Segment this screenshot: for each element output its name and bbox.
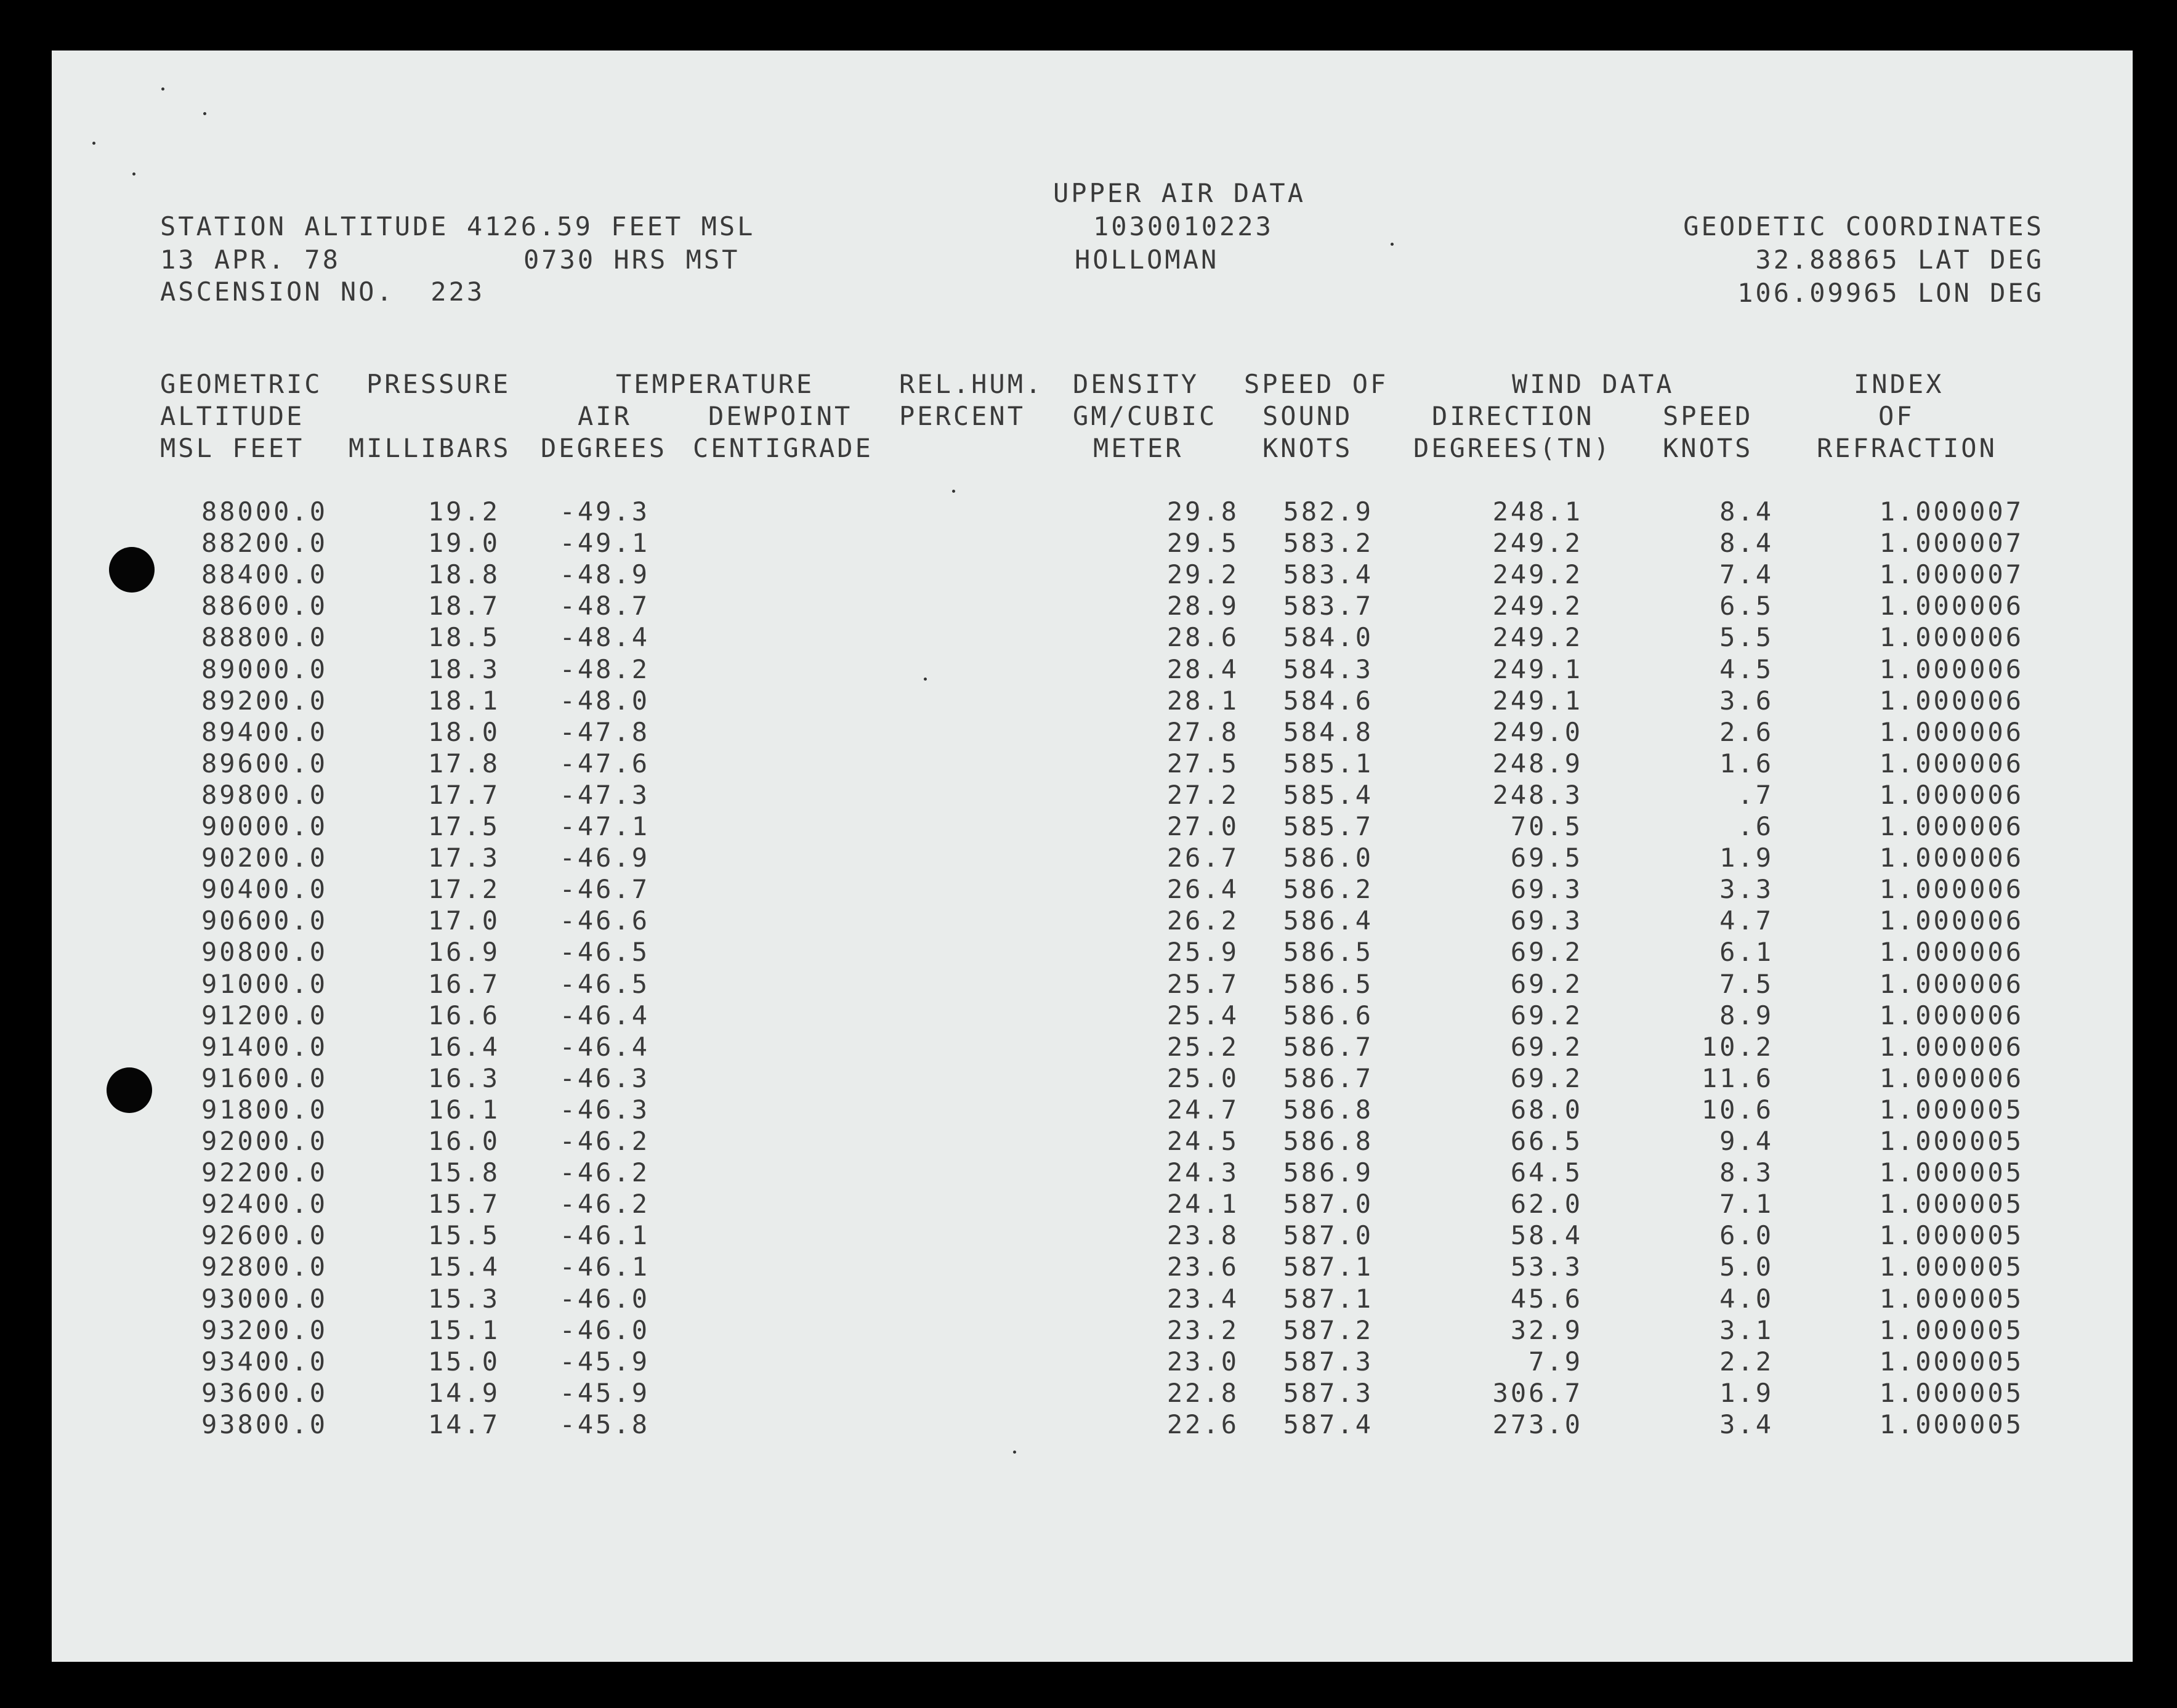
cell-refraction: 1.000005	[1879, 1220, 2024, 1251]
col-sound-line2: SOUND	[1262, 401, 1353, 431]
cell-wind-direction: 249.2	[1492, 528, 1583, 559]
cell-pressure: 16.0	[427, 1126, 500, 1156]
report-id: 1030010223	[1093, 211, 1274, 241]
cell-altitude: 88000.0	[201, 496, 328, 527]
cell-pressure: 15.8	[427, 1157, 500, 1188]
cell-wind-speed: 3.4	[1719, 1409, 1774, 1439]
cell-wind-direction: 64.5	[1510, 1157, 1583, 1188]
cell-altitude: 93600.0	[201, 1377, 328, 1408]
col-refraction-line3: REFRACTION	[1817, 433, 1997, 463]
cell-density: 25.7	[1166, 968, 1239, 999]
cell-wind-speed: 2.2	[1719, 1346, 1774, 1377]
cell-sound-speed: 582.9	[1283, 496, 1373, 527]
cell-air-temp: -46.4	[559, 1000, 650, 1030]
cell-density: 24.1	[1166, 1189, 1239, 1220]
cell-refraction: 1.000006	[1879, 716, 2024, 747]
cell-wind-speed: 10.2	[1701, 1031, 1774, 1062]
cell-refraction: 1.000007	[1879, 559, 2024, 590]
cell-air-temp: -45.9	[559, 1377, 650, 1408]
cell-pressure: 18.1	[427, 685, 500, 716]
cell-altitude: 89200.0	[201, 685, 328, 716]
cell-wind-direction: 32.9	[1510, 1314, 1583, 1345]
cell-altitude: 90200.0	[201, 843, 328, 873]
cell-refraction: 1.000005	[1879, 1409, 2024, 1439]
cell-wind-speed: 4.0	[1719, 1283, 1774, 1314]
cell-density: 28.9	[1166, 591, 1239, 621]
cell-altitude: 91400.0	[201, 1031, 328, 1062]
cell-air-temp: -48.0	[559, 685, 650, 716]
cell-altitude: 91800.0	[201, 1094, 328, 1125]
col-direction-line1: DIRECTION	[1432, 401, 1594, 431]
cell-wind-speed: 7.1	[1719, 1189, 1774, 1220]
cell-air-temp: -46.2	[559, 1157, 650, 1188]
cell-air-temp: -48.4	[559, 622, 650, 653]
cell-sound-speed: 583.4	[1283, 559, 1373, 590]
cell-altitude: 92000.0	[201, 1126, 328, 1156]
latitude: 32.88865 LAT DEG	[1755, 245, 2044, 275]
cell-refraction: 1.000006	[1879, 779, 2024, 810]
cell-density: 23.2	[1166, 1314, 1239, 1345]
report-title: UPPER AIR DATA	[1053, 178, 1306, 208]
cell-wind-direction: 248.3	[1492, 779, 1583, 810]
cell-wind-direction: 69.2	[1510, 1031, 1583, 1062]
cell-altitude: 92800.0	[201, 1252, 328, 1282]
col-dewpoint-line2: CENTIGRADE	[693, 433, 873, 463]
col-relhum-line1: REL.HUM.	[899, 369, 1044, 399]
cell-wind-direction: 69.3	[1510, 905, 1583, 936]
cell-wind-direction: 69.3	[1510, 874, 1583, 905]
cell-wind-direction: 7.9	[1529, 1346, 1583, 1377]
cell-density: 23.8	[1166, 1220, 1239, 1251]
cell-refraction: 1.000006	[1879, 654, 2024, 684]
cell-wind-direction: 249.1	[1492, 654, 1583, 684]
cell-wind-speed: 10.6	[1701, 1094, 1774, 1125]
col-altitude-line3: MSL FEET	[160, 433, 305, 463]
col-relhum-line2: PERCENT	[899, 401, 1026, 431]
cell-air-temp: -46.3	[559, 1062, 650, 1093]
cell-air-temp: -46.2	[559, 1126, 650, 1156]
cell-refraction: 1.000006	[1879, 685, 2024, 716]
cell-air-temp: -47.1	[559, 811, 650, 841]
cell-refraction: 1.000005	[1879, 1346, 2024, 1377]
cell-pressure: 15.5	[427, 1220, 500, 1251]
cell-air-temp: -46.1	[559, 1252, 650, 1282]
cell-pressure: 17.8	[427, 748, 500, 779]
col-refraction-line1: INDEX	[1854, 369, 1944, 399]
cell-refraction: 1.000006	[1879, 968, 2024, 999]
cell-sound-speed: 587.4	[1283, 1409, 1373, 1439]
cell-altitude: 93200.0	[201, 1314, 328, 1345]
cell-altitude: 90400.0	[201, 874, 328, 905]
cell-refraction: 1.000007	[1879, 496, 2024, 527]
cell-air-temp: -46.0	[559, 1314, 650, 1345]
cell-refraction: 1.000005	[1879, 1283, 2024, 1314]
cell-sound-speed: 585.1	[1283, 748, 1373, 779]
cell-wind-speed: 3.1	[1719, 1314, 1774, 1345]
cell-wind-speed: 4.5	[1719, 654, 1774, 684]
cell-sound-speed: 586.2	[1283, 874, 1373, 905]
cell-pressure: 17.7	[427, 779, 500, 810]
cell-sound-speed: 587.1	[1283, 1283, 1373, 1314]
cell-altitude: 92600.0	[201, 1220, 328, 1251]
cell-wind-speed: 1.6	[1719, 748, 1774, 779]
cell-pressure: 19.2	[427, 496, 500, 527]
cell-sound-speed: 584.6	[1283, 685, 1373, 716]
cell-pressure: 16.9	[427, 937, 500, 968]
cell-wind-direction: 69.2	[1510, 1000, 1583, 1030]
cell-wind-direction: 249.2	[1492, 591, 1583, 621]
col-altitude-line1: GEOMETRIC	[160, 369, 323, 399]
cell-pressure: 16.6	[427, 1000, 500, 1030]
cell-wind-speed: 9.4	[1719, 1126, 1774, 1156]
cell-wind-speed: 6.5	[1719, 591, 1774, 621]
col-direction-line2: DEGREES(TN)	[1413, 433, 1612, 463]
cell-air-temp: -45.8	[559, 1409, 650, 1439]
cell-wind-speed: 1.9	[1719, 843, 1774, 873]
col-sound-line1: SPEED OF	[1244, 369, 1389, 399]
cell-sound-speed: 587.2	[1283, 1314, 1373, 1345]
cell-air-temp: -46.9	[559, 843, 650, 873]
cell-wind-direction: 45.6	[1510, 1283, 1583, 1314]
cell-wind-speed: 2.6	[1719, 716, 1774, 747]
cell-wind-speed: 7.4	[1719, 559, 1774, 590]
cell-wind-speed: .6	[1737, 811, 1774, 841]
cell-wind-direction: 249.2	[1492, 622, 1583, 653]
cell-altitude: 91200.0	[201, 1000, 328, 1030]
cell-density: 25.2	[1166, 1031, 1239, 1062]
cell-sound-speed: 587.3	[1283, 1377, 1373, 1408]
cell-density: 28.1	[1166, 685, 1239, 716]
cell-density: 27.2	[1166, 779, 1239, 810]
cell-altitude: 89800.0	[201, 779, 328, 810]
cell-wind-direction: 58.4	[1510, 1220, 1583, 1251]
cell-pressure: 15.7	[427, 1189, 500, 1220]
cell-pressure: 19.0	[427, 528, 500, 559]
cell-wind-speed: 4.7	[1719, 905, 1774, 936]
cell-air-temp: -46.1	[559, 1220, 650, 1251]
cell-refraction: 1.000006	[1879, 874, 2024, 905]
cell-wind-direction: 249.2	[1492, 559, 1583, 590]
cell-sound-speed: 586.6	[1283, 1000, 1373, 1030]
cell-wind-direction: 62.0	[1510, 1189, 1583, 1220]
cell-wind-direction: 69.5	[1510, 843, 1583, 873]
cell-wind-direction: 66.5	[1510, 1126, 1583, 1156]
col-windspeed-line1: SPEED	[1663, 401, 1753, 431]
cell-pressure: 15.4	[427, 1252, 500, 1282]
cell-altitude: 88800.0	[201, 622, 328, 653]
cell-altitude: 92400.0	[201, 1189, 328, 1220]
cell-pressure: 15.0	[427, 1346, 500, 1377]
cell-air-temp: -46.7	[559, 874, 650, 905]
col-refraction-line2: OF	[1878, 401, 1915, 431]
cell-wind-direction: 69.2	[1510, 937, 1583, 968]
cell-sound-speed: 584.3	[1283, 654, 1373, 684]
cell-refraction: 1.000006	[1879, 748, 2024, 779]
cell-density: 29.2	[1166, 559, 1239, 590]
cell-density: 27.0	[1166, 811, 1239, 841]
cell-altitude: 90600.0	[201, 905, 328, 936]
cell-density: 23.4	[1166, 1283, 1239, 1314]
cell-air-temp: -47.8	[559, 716, 650, 747]
cell-wind-speed: 8.9	[1719, 1000, 1774, 1030]
cell-pressure: 16.4	[427, 1031, 500, 1062]
cell-refraction: 1.000006	[1879, 905, 2024, 936]
cell-pressure: 14.9	[427, 1377, 500, 1408]
col-dewpoint-line1: DEWPOINT	[708, 401, 853, 431]
cell-wind-direction: 248.9	[1492, 748, 1583, 779]
cell-altitude: 92200.0	[201, 1157, 328, 1188]
cell-pressure: 15.1	[427, 1314, 500, 1345]
col-air-line2: DEGREES	[541, 433, 668, 463]
cell-wind-speed: 5.5	[1719, 622, 1774, 653]
cell-air-temp: -47.3	[559, 779, 650, 810]
cell-sound-speed: 586.8	[1283, 1094, 1373, 1125]
cell-wind-speed: 11.6	[1701, 1062, 1774, 1093]
cell-altitude: 89400.0	[201, 716, 328, 747]
cell-refraction: 1.000005	[1879, 1377, 2024, 1408]
report-site: HOLLOMAN	[1075, 245, 1219, 275]
cell-sound-speed: 583.7	[1283, 591, 1373, 621]
cell-sound-speed: 586.8	[1283, 1126, 1373, 1156]
cell-wind-direction: 273.0	[1492, 1409, 1583, 1439]
cell-wind-speed: 6.0	[1719, 1220, 1774, 1251]
cell-sound-speed: 587.0	[1283, 1189, 1373, 1220]
cell-altitude: 89000.0	[201, 654, 328, 684]
cell-altitude: 90800.0	[201, 937, 328, 968]
cell-air-temp: -45.9	[559, 1346, 650, 1377]
cell-wind-direction: 249.0	[1492, 716, 1583, 747]
cell-pressure: 17.0	[427, 905, 500, 936]
cell-wind-speed: 8.4	[1719, 528, 1774, 559]
cell-air-temp: -46.3	[559, 1094, 650, 1125]
cell-pressure: 18.3	[427, 654, 500, 684]
cell-refraction: 1.000006	[1879, 811, 2024, 841]
cell-refraction: 1.000005	[1879, 1252, 2024, 1282]
cell-air-temp: -46.6	[559, 905, 650, 936]
cell-sound-speed: 586.4	[1283, 905, 1373, 936]
cell-density: 29.5	[1166, 528, 1239, 559]
cell-air-temp: -48.9	[559, 559, 650, 590]
cell-wind-direction: 249.1	[1492, 685, 1583, 716]
cell-air-temp: -49.3	[559, 496, 650, 527]
cell-refraction: 1.000006	[1879, 937, 2024, 968]
cell-refraction: 1.000005	[1879, 1157, 2024, 1188]
cell-pressure: 16.1	[427, 1094, 500, 1125]
cell-wind-speed: 5.0	[1719, 1252, 1774, 1282]
cell-air-temp: -49.1	[559, 528, 650, 559]
cell-altitude: 88400.0	[201, 559, 328, 590]
cell-density: 23.0	[1166, 1346, 1239, 1377]
cell-air-temp: -46.4	[559, 1031, 650, 1062]
cell-density: 22.8	[1166, 1377, 1239, 1408]
cell-density: 25.9	[1166, 937, 1239, 968]
cell-density: 22.6	[1166, 1409, 1239, 1439]
cell-pressure: 18.5	[427, 622, 500, 653]
cell-wind-speed: 8.4	[1719, 496, 1774, 527]
cell-refraction: 1.000005	[1879, 1094, 2024, 1125]
cell-altitude: 91600.0	[201, 1062, 328, 1093]
cell-wind-speed: .7	[1737, 779, 1774, 810]
cell-sound-speed: 585.7	[1283, 811, 1373, 841]
cell-altitude: 93000.0	[201, 1283, 328, 1314]
cell-pressure: 17.5	[427, 811, 500, 841]
cell-wind-direction: 306.7	[1492, 1377, 1583, 1408]
cell-wind-direction: 69.2	[1510, 968, 1583, 999]
col-wind-group: WIND DATA	[1512, 369, 1674, 399]
cell-sound-speed: 586.7	[1283, 1031, 1373, 1062]
cell-refraction: 1.000005	[1879, 1189, 2024, 1220]
cell-density: 26.4	[1166, 874, 1239, 905]
cell-density: 26.7	[1166, 843, 1239, 873]
cell-air-temp: -46.5	[559, 968, 650, 999]
cell-altitude: 91000.0	[201, 968, 328, 999]
ascension-date: 13 APR. 78	[160, 245, 341, 275]
cell-sound-speed: 584.0	[1283, 622, 1373, 653]
cell-pressure: 17.2	[427, 874, 500, 905]
cell-sound-speed: 586.5	[1283, 968, 1373, 999]
cell-sound-speed: 587.1	[1283, 1252, 1373, 1282]
cell-pressure: 15.3	[427, 1283, 500, 1314]
col-density-line3: METER	[1093, 433, 1184, 463]
cell-air-temp: -48.2	[559, 654, 650, 684]
cell-sound-speed: 583.2	[1283, 528, 1373, 559]
cell-pressure: 18.7	[427, 591, 500, 621]
cell-refraction: 1.000005	[1879, 1314, 2024, 1345]
cell-sound-speed: 586.9	[1283, 1157, 1373, 1188]
cell-altitude: 88200.0	[201, 528, 328, 559]
cell-air-temp: -46.5	[559, 937, 650, 968]
ascension-number: ASCENSION NO. 223	[160, 277, 485, 307]
cell-pressure: 18.0	[427, 716, 500, 747]
cell-pressure: 16.3	[427, 1062, 500, 1093]
cell-sound-speed: 586.0	[1283, 843, 1373, 873]
cell-sound-speed: 587.0	[1283, 1220, 1373, 1251]
cell-wind-speed: 3.3	[1719, 874, 1774, 905]
cell-density: 24.5	[1166, 1126, 1239, 1156]
col-density-line1: DENSITY	[1073, 369, 1200, 399]
cell-wind-direction: 69.2	[1510, 1062, 1583, 1093]
cell-wind-direction: 53.3	[1510, 1252, 1583, 1282]
cell-pressure: 17.3	[427, 843, 500, 873]
cell-density: 28.6	[1166, 622, 1239, 653]
cell-density: 24.3	[1166, 1157, 1239, 1188]
cell-altitude: 93800.0	[201, 1409, 328, 1439]
cell-refraction: 1.000006	[1879, 1062, 2024, 1093]
cell-wind-speed: 6.1	[1719, 937, 1774, 968]
geodetic-heading: GEODETIC COORDINATES	[1683, 211, 2044, 241]
ascension-time: 0730 HRS MST	[523, 245, 740, 275]
cell-air-temp: -46.2	[559, 1189, 650, 1220]
cell-density: 28.4	[1166, 654, 1239, 684]
cell-density: 26.2	[1166, 905, 1239, 936]
cell-wind-speed: 1.9	[1719, 1377, 1774, 1408]
cell-refraction: 1.000005	[1879, 1126, 2024, 1156]
col-windspeed-line2: KNOTS	[1663, 433, 1753, 463]
cell-wind-speed: 3.6	[1719, 685, 1774, 716]
cell-density: 27.5	[1166, 748, 1239, 779]
cell-air-temp: -48.7	[559, 591, 650, 621]
cell-wind-direction: 248.1	[1492, 496, 1583, 527]
cell-refraction: 1.000006	[1879, 622, 2024, 653]
cell-refraction: 1.000006	[1879, 1031, 2024, 1062]
cell-refraction: 1.000006	[1879, 591, 2024, 621]
longitude: 106.09965 LON DEG	[1737, 278, 2044, 308]
col-altitude-line2: ALTITUDE	[160, 401, 305, 431]
cell-density: 24.7	[1166, 1094, 1239, 1125]
cell-sound-speed: 584.8	[1283, 716, 1373, 747]
cell-altitude: 90000.0	[201, 811, 328, 841]
col-density-line2: GM/CUBIC	[1073, 401, 1218, 431]
col-sound-line3: KNOTS	[1262, 433, 1353, 463]
cell-sound-speed: 586.7	[1283, 1062, 1373, 1093]
cell-pressure: 16.7	[427, 968, 500, 999]
cell-sound-speed: 586.5	[1283, 937, 1373, 968]
cell-wind-speed: 8.3	[1719, 1157, 1774, 1188]
cell-wind-direction: 68.0	[1510, 1094, 1583, 1125]
col-temperature-group: TEMPERATURE	[616, 369, 815, 399]
cell-pressure: 18.8	[427, 559, 500, 590]
cell-wind-speed: 7.5	[1719, 968, 1774, 999]
cell-density: 29.8	[1166, 496, 1239, 527]
col-pressure-line3: MILLIBARS	[349, 433, 511, 463]
cell-altitude: 88600.0	[201, 591, 328, 621]
cell-sound-speed: 587.3	[1283, 1346, 1373, 1377]
cell-air-temp: -47.6	[559, 748, 650, 779]
col-air-line1: AIR	[578, 401, 632, 431]
cell-sound-speed: 585.4	[1283, 779, 1373, 810]
cell-wind-direction: 70.5	[1510, 811, 1583, 841]
cell-density: 23.6	[1166, 1252, 1239, 1282]
cell-air-temp: -46.0	[559, 1283, 650, 1314]
cell-altitude: 93400.0	[201, 1346, 328, 1377]
cell-refraction: 1.000006	[1879, 1000, 2024, 1030]
cell-pressure: 14.7	[427, 1409, 500, 1439]
cell-density: 25.0	[1166, 1062, 1239, 1093]
cell-density: 27.8	[1166, 716, 1239, 747]
cell-altitude: 89600.0	[201, 748, 328, 779]
cell-density: 25.4	[1166, 1000, 1239, 1030]
cell-refraction: 1.000006	[1879, 843, 2024, 873]
col-pressure-line1: PRESSURE	[366, 369, 511, 399]
station-altitude: STATION ALTITUDE 4126.59 FEET MSL	[160, 211, 756, 241]
cell-refraction: 1.000007	[1879, 528, 2024, 559]
